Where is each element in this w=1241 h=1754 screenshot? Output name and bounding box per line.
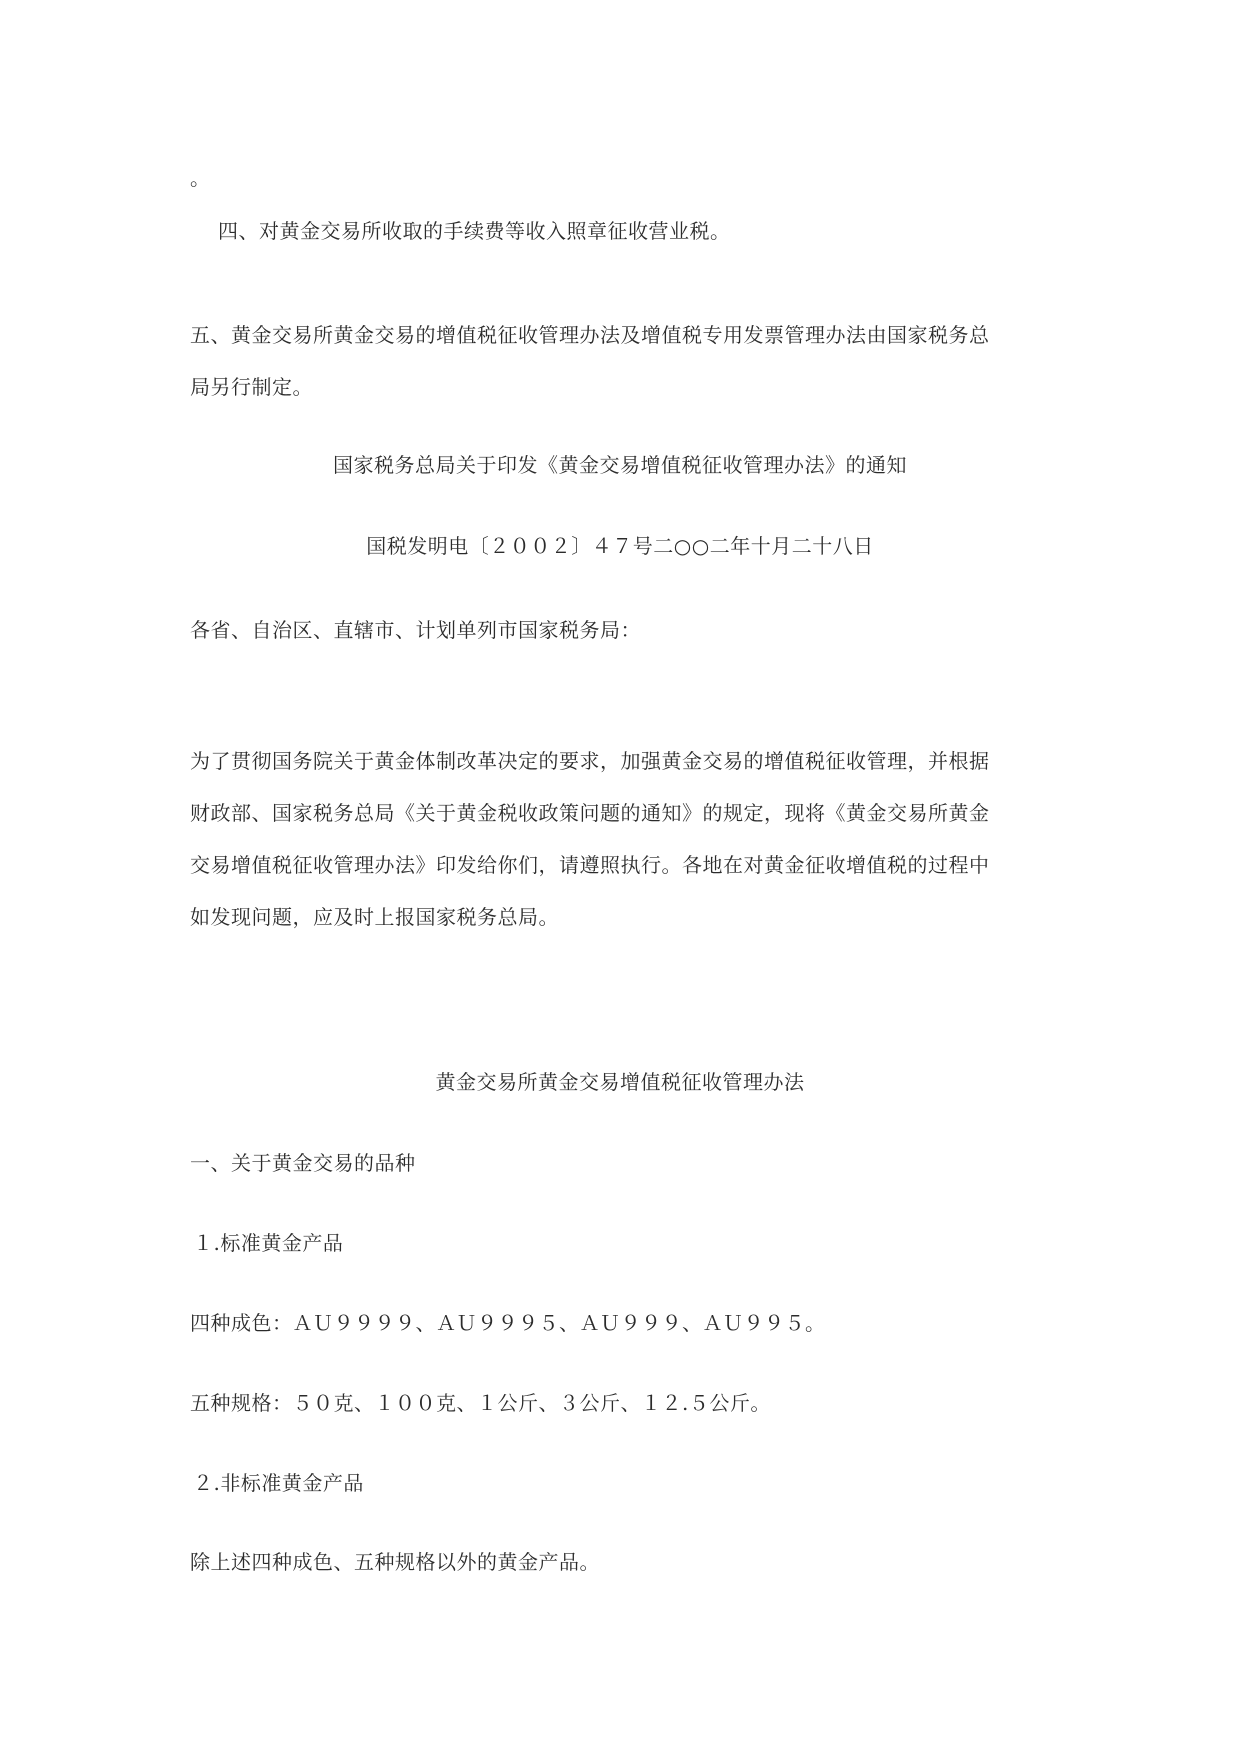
body-paragraph-line-4: 如发现问题，应及时上报国家税务总局。 [190, 905, 559, 929]
body-paragraph-line-2: 财政部、国家税务总局《关于黄金税收政策问题的通知》的规定，现将《黄金交易所黄金 [190, 801, 990, 825]
item-2-heading: ２.非标准黄金产品 [193, 1471, 364, 1495]
notice-reference: 国税发明电〔２００２〕４７号二○○二年十月二十八日 [366, 534, 874, 558]
section-one-heading: 一、关于黄金交易的品种 [190, 1151, 416, 1175]
notice-title: 国家税务总局关于印发《黄金交易增值税征收管理办法》的通知 [333, 453, 907, 477]
nonstandard-description: 除上述四种成色、五种规格以外的黄金产品。 [190, 1550, 600, 1574]
item-four-text: 四、对黄金交易所收取的手续费等收入照章征收营业税。 [218, 219, 731, 243]
item-five-line-2: 局另行制定。 [190, 375, 313, 399]
measures-title: 黄金交易所黄金交易增值税征收管理办法 [435, 1070, 805, 1094]
item-five-line-1: 五、黄金交易所黄金交易的增值税征收管理办法及增值税专用发票管理办法由国家税务总 [190, 323, 990, 347]
addressee: 各省、自治区、直辖市、计划单列市国家税务局： [190, 618, 641, 642]
fragment-period: 。 [190, 166, 211, 190]
body-paragraph-line-1: 为了贯彻国务院关于黄金体制改革决定的要求，加强黄金交易的增值税征收管理，并根据 [190, 749, 990, 773]
item-1-heading: １.标准黄金产品 [193, 1231, 344, 1255]
fineness-list: 四种成色：ＡＵ９９９９、ＡＵ９９９５、ＡＵ９９９、ＡＵ９９５。 [190, 1311, 826, 1335]
specifications-list: 五种规格：５０克、１００克、１公斤、３公斤、１２.５公斤。 [190, 1391, 771, 1415]
body-paragraph-line-3: 交易增值税征收管理办法》印发给你们，请遵照执行。各地在对黄金征收增值税的过程中 [190, 853, 990, 877]
